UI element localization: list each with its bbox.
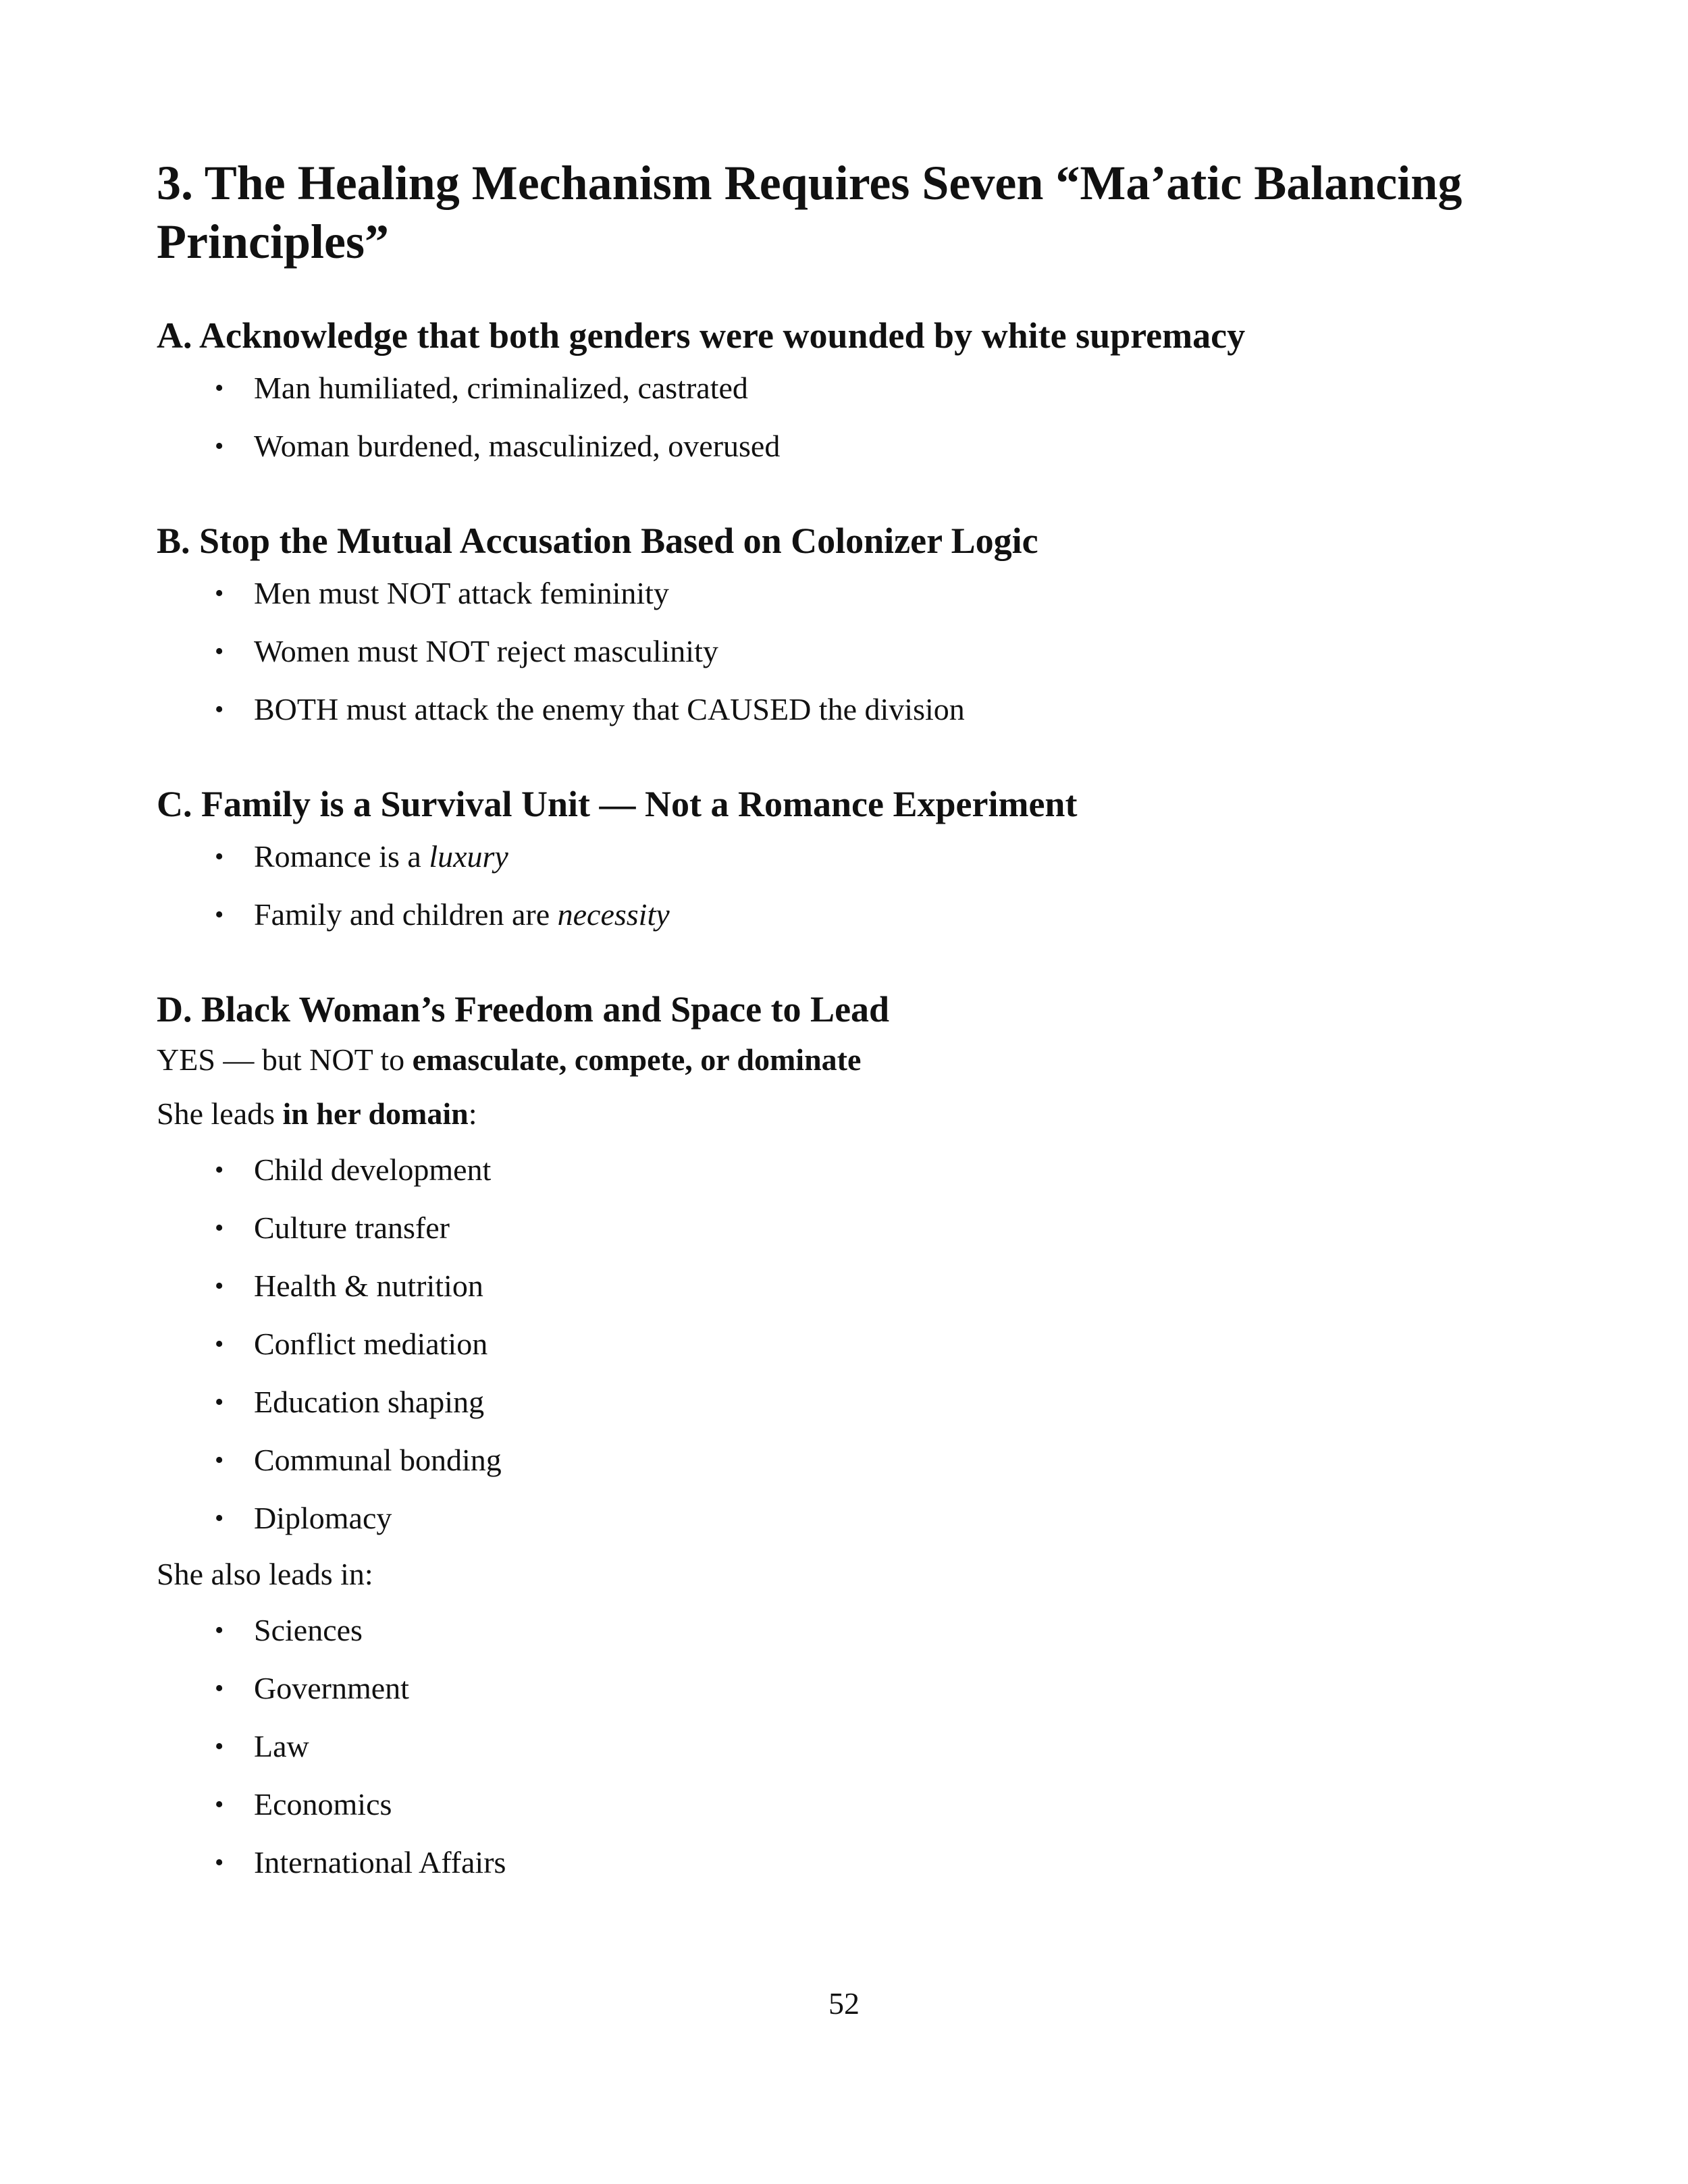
list-item: • Diplomacy — [157, 1489, 1534, 1547]
list-item: • Government — [157, 1659, 1534, 1717]
bullet-icon: • — [215, 1388, 224, 1416]
list-item: • BOTH must attack the enemy that CAUSED the division — [157, 681, 1534, 739]
page-content — [157, 154, 1534, 1892]
list-item: • Law — [157, 1717, 1534, 1776]
emphasis-text: necessity — [557, 897, 670, 932]
section-d-also-label: She also leads in: — [157, 1557, 373, 1591]
list-item: • Conflict mediation — [157, 1315, 1534, 1373]
list-item: • Men must NOT attack femininity — [157, 564, 1534, 622]
section-a — [157, 312, 1534, 475]
section-d-domain-list — [157, 1141, 1534, 1547]
list-item: • Romance is a luxury — [157, 828, 1534, 886]
list-item: • Child development — [157, 1141, 1534, 1199]
bullet-icon: • — [215, 1674, 224, 1703]
page-number: 52 — [828, 1986, 860, 2021]
bullet-icon: • — [215, 1330, 224, 1358]
list-item: • Sciences — [157, 1601, 1534, 1659]
list-item: • International Affairs — [157, 1834, 1534, 1892]
section-d-heading: D. Black Woman’s Freedom and Space to Lead — [157, 989, 890, 1030]
section-b-list — [157, 564, 1534, 739]
bullet-icon: • — [215, 1446, 224, 1474]
list-item: • Woman burdened, masculinized, overused — [157, 417, 1534, 475]
section-c-list — [157, 828, 1534, 944]
bullet-icon: • — [215, 579, 224, 608]
bullet-icon: • — [215, 901, 224, 929]
bullet-icon: • — [215, 1616, 224, 1645]
section-c-heading: C. Family is a Survival Unit — Not a Romance Experiment — [157, 784, 1078, 824]
list-item: • Economics — [157, 1776, 1534, 1834]
emphasis-text: luxury — [429, 839, 508, 874]
bullet-icon: • — [215, 1848, 224, 1877]
section-c — [157, 780, 1534, 944]
bullet-icon: • — [215, 1214, 224, 1242]
section-d — [157, 986, 1534, 1892]
bullet-icon: • — [215, 637, 224, 666]
section-d-intro-line: YES — but NOT to emasculate, compete, or dominate — [157, 1042, 862, 1077]
section-a-list — [157, 359, 1534, 475]
bullet-icon: • — [215, 1732, 224, 1761]
section-b-heading: B. Stop the Mutual Accusation Based on Colonizer Logic — [157, 521, 1038, 561]
bullet-icon: • — [215, 1156, 224, 1184]
section-b — [157, 517, 1534, 739]
list-item: • Education shaping — [157, 1373, 1534, 1431]
list-item: • Health & nutrition — [157, 1257, 1534, 1315]
section-a-heading: A. Acknowledge that both genders were wounded by white supremacy — [157, 315, 1246, 356]
list-item: • Culture transfer — [157, 1199, 1534, 1257]
list-item: • Man humiliated, criminalized, castrated — [157, 359, 1534, 417]
list-item: • Family and children are necessity — [157, 886, 1534, 944]
bold-text: emasculate, compete, or dominate — [412, 1042, 862, 1077]
bullet-icon: • — [215, 432, 224, 460]
section-d-also-list — [157, 1601, 1534, 1892]
bullet-icon: • — [215, 1790, 224, 1819]
page-title: 3. The Healing Mechanism Requires Seven “Ma’atic Balancing Principles” — [157, 156, 1462, 269]
list-item: • Communal bonding — [157, 1431, 1534, 1489]
bullet-icon: • — [215, 1504, 224, 1533]
bullet-icon: • — [215, 1272, 224, 1300]
bullet-icon: • — [215, 374, 224, 402]
section-d-domain-line: She leads in her domain: — [157, 1096, 477, 1131]
bullet-icon: • — [215, 843, 224, 871]
list-item: • Women must NOT reject masculinity — [157, 622, 1534, 681]
bold-text: in her domain — [282, 1096, 469, 1131]
bullet-icon: • — [215, 695, 224, 724]
